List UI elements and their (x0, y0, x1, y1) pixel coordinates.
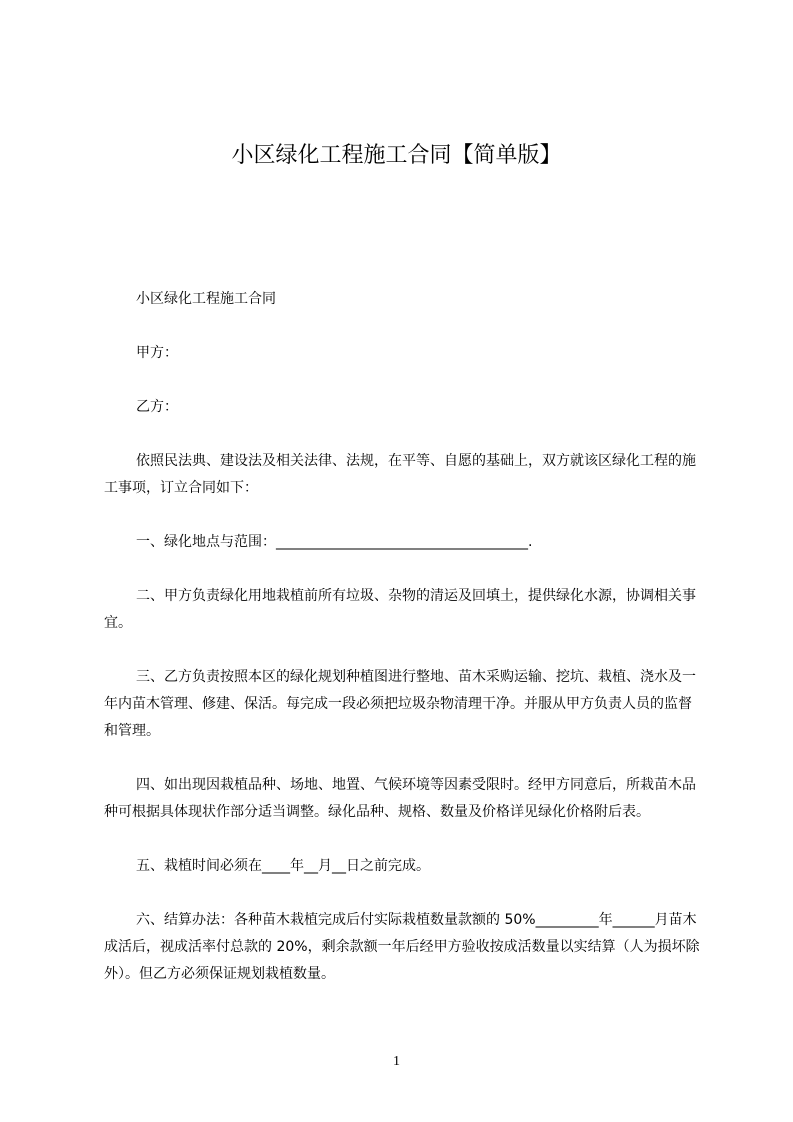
paragraph-clause-1: 一、绿化地点与范围：____________________________________. (136, 534, 533, 550)
paragraph-clause-6: 六、结算办法：各种苗木栽植完成后付实际栽植数量款额的 50%_________年______月苗木成活后，视成活率付总款的 20%，剩余款额一年后经甲方验收按成活数量以实结算（人为损坏除外）。但乙方必须保证规划栽植数量。 (104, 912, 700, 982)
page-number: 1 (393, 1054, 400, 1069)
paragraph-clause-3: 三、乙方负责按照本区的绿化规划种植图进行整地、苗木采购运输、挖坑、栽植、浇水及一年内苗木管理、修建、保活。每完成一段必须把垃圾杂物清理干净。并服从甲方负责人员的监督和管理。 (104, 669, 696, 739)
paragraph-clause-2: 二、甲方负责绿化用地栽植前所有垃圾、杂物的清运及回填土，提供绿化水源，协调相关事宜。 (104, 588, 696, 631)
paragraph-preamble: 依照民法典、建设法及相关法律、法规，在平等、自愿的基础上，双方就该区绿化工程的施工事项，订立合同如下： (104, 453, 696, 496)
paragraph-party-b: 乙方： (136, 399, 178, 415)
document-title: 小区绿化工程施工合同【简单版】 (231, 143, 562, 168)
paragraph-clause-4: 四、如出现因栽植品种、场地、地置、气候环境等因素受限时。经甲方同意后，所栽苗木品种可根据具体现状作部分适当调整。绿化品种、规格、数量及价格详见绿化价格附后表。 (104, 777, 696, 820)
paragraph-contract-name: 小区绿化工程施工合同 (136, 291, 276, 307)
paragraph-party-a: 甲方： (136, 345, 178, 361)
paragraph-clause-5: 五、栽植时间必须在____年__月__日之前完成。 (136, 858, 430, 874)
document-body (104, 286, 702, 988)
